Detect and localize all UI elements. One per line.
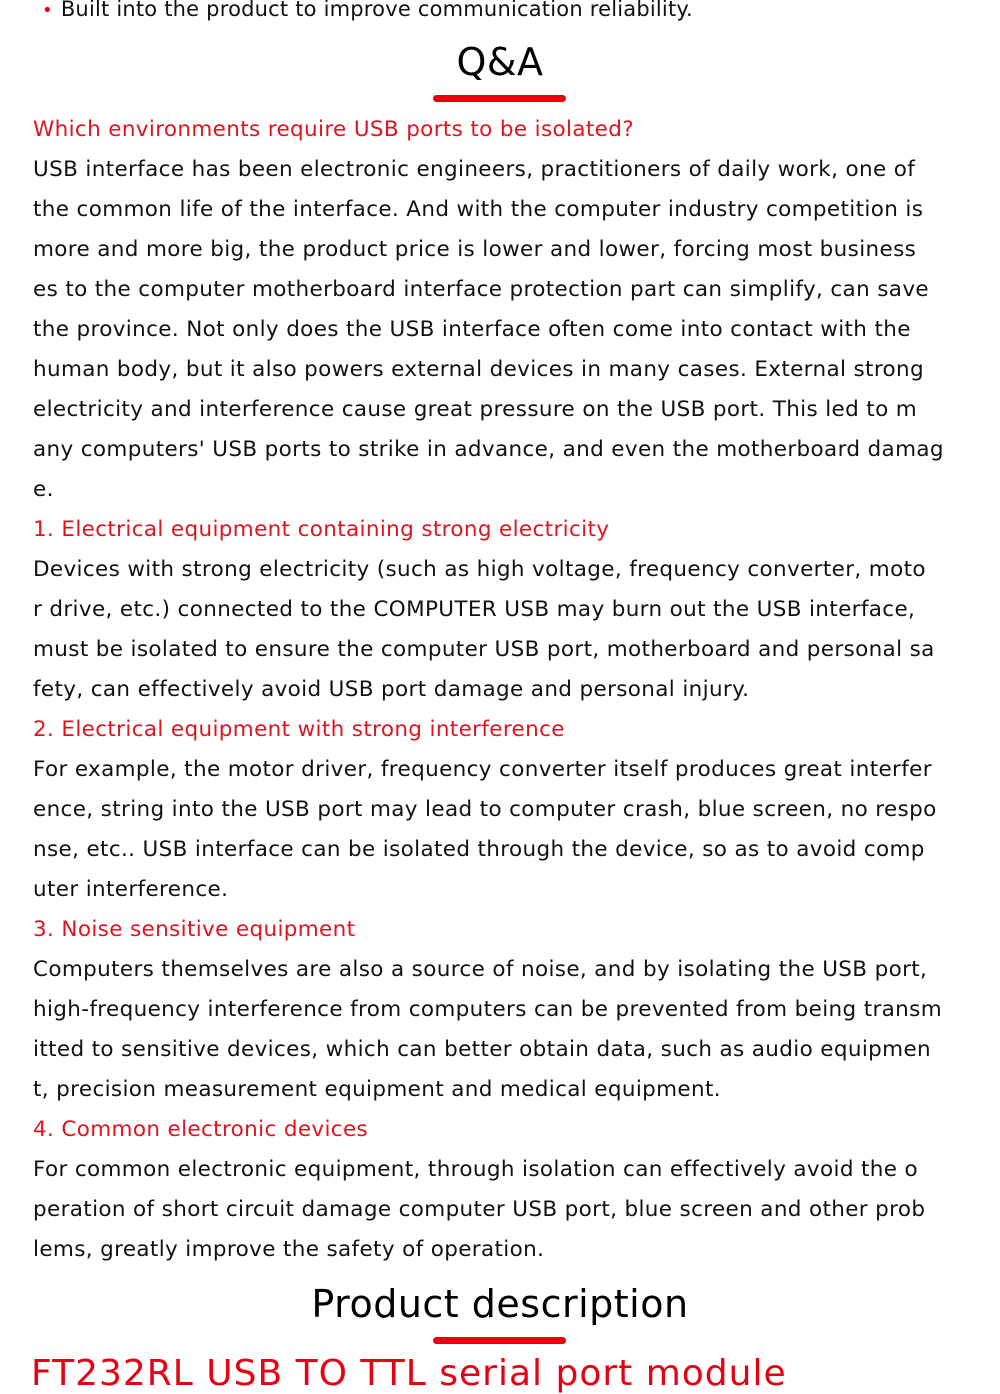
qa-item-line: fety, can effectively avoid USB port damage and personal injury. — [33, 677, 750, 702]
qa-item-line: nse, etc.. USB interface can be isolated through the device, so as to avoid comp — [33, 837, 925, 862]
qa-item-heading: 4. Common electronic devices — [33, 1117, 369, 1142]
qa-question: Which environments require USB ports to be isolated? — [33, 117, 634, 142]
intro-bullet-text: Built into the product to improve communication reliability. — [60, 0, 693, 21]
qa-title-underline — [433, 95, 566, 102]
qa-item-heading: 3. Noise sensitive equipment — [33, 917, 356, 942]
qa-item-line: itted to sensitive devices, which can better obtain data, such as audio equipmen — [33, 1037, 932, 1062]
qa-item-line: t, precision measurement equipment and medical equipment. — [33, 1077, 721, 1102]
qa-item — [33, 1110, 983, 1270]
qa-intro-line: electricity and interference cause great pressure on the USB port. This led to m — [33, 397, 918, 422]
qa-intro-line: the province. Not only does the USB interface often come into contact with the — [33, 317, 911, 342]
qa-item-heading: 2. Electrical equipment with strong interference — [33, 717, 565, 742]
intro-bullet — [42, 0, 693, 26]
qa-content — [33, 110, 983, 1270]
bullet-dot-icon: • — [42, 0, 53, 21]
qa-item-line: r drive, etc.) connected to the COMPUTER USB may burn out the USB interface, — [33, 597, 916, 622]
qa-intro-line: USB interface has been electronic engineers, practitioners of daily work, one of — [33, 157, 916, 182]
product-subtitle: FT232RL USB TO TTL serial port module — [31, 1353, 787, 1394]
product-description-title: Product description — [311, 1282, 689, 1326]
qa-item-line: uter interference. — [33, 877, 229, 902]
qa-item — [33, 910, 983, 1110]
qa-item-line: peration of short circuit damage computer USB port, blue screen and other prob — [33, 1197, 926, 1222]
qa-intro-line: human body, but it also powers external devices in many cases. External strong — [33, 357, 925, 382]
qa-intro-line: any computers' USB ports to strike in advance, and even the motherboard damag — [33, 437, 944, 462]
qa-item-line: lems, greatly improve the safety of operation. — [33, 1237, 545, 1262]
qa-item-line: must be isolated to ensure the computer USB port, motherboard and personal sa — [33, 637, 935, 662]
qa-item-line: Computers themselves are also a source of noise, and by isolating the USB port, — [33, 957, 928, 982]
qa-intro-line: more and more big, the product price is lower and lower, forcing most business — [33, 237, 917, 262]
qa-item-heading: 1. Electrical equipment containing strong electricity — [33, 517, 610, 542]
qa-title: Q&A — [456, 40, 544, 84]
qa-item-line: For common electronic equipment, through isolation can effectively avoid the o — [33, 1157, 919, 1182]
qa-item-line: ence, string into the USB port may lead to computer crash, blue screen, no respo — [33, 797, 937, 822]
qa-intro-paragraph — [33, 150, 983, 510]
qa-item-line: high-frequency interference from computers can be prevented from being transm — [33, 997, 943, 1022]
qa-item — [33, 710, 983, 910]
qa-intro-line: the common life of the interface. And with the computer industry competition is — [33, 197, 924, 222]
qa-item-line: Devices with strong electricity (such as high voltage, frequency converter, moto — [33, 557, 926, 582]
qa-intro-line: es to the computer motherboard interface protection part can simplify, can save — [33, 277, 929, 302]
qa-intro-line: e. — [33, 477, 54, 502]
qa-item — [33, 510, 983, 710]
qa-item-line: For example, the motor driver, frequency converter itself produces great interfer — [33, 757, 932, 782]
product-description-underline — [433, 1337, 566, 1344]
qa-items — [33, 510, 983, 1270]
